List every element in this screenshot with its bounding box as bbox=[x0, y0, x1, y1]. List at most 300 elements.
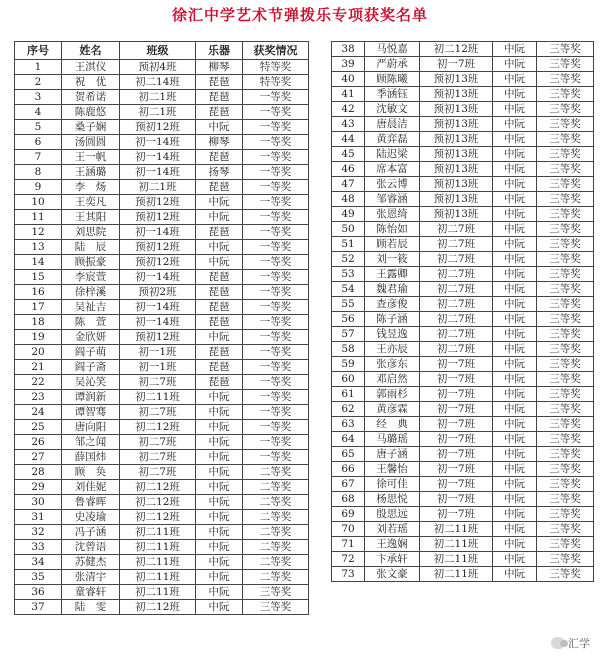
table-row bbox=[15, 210, 309, 225]
cell-number: 35 bbox=[15, 570, 62, 585]
cell-instrument: 琵琶 bbox=[196, 225, 243, 240]
table-row bbox=[15, 300, 309, 315]
table-row bbox=[332, 237, 594, 252]
cell-name: 顾 奂 bbox=[62, 465, 120, 480]
table-row bbox=[332, 387, 594, 402]
cell-award: 三等奖 bbox=[537, 102, 594, 117]
cell-award: 一等奖 bbox=[243, 390, 309, 405]
award-table-right bbox=[331, 41, 594, 582]
cell-class: 初一7班 bbox=[420, 57, 493, 72]
cell-instrument: 中阮 bbox=[196, 570, 243, 585]
table-row bbox=[332, 297, 594, 312]
table-row bbox=[332, 507, 594, 522]
cell-award: 二等奖 bbox=[243, 570, 309, 585]
table-row bbox=[332, 447, 594, 462]
table-row bbox=[15, 60, 309, 75]
cell-instrument: 中阮 bbox=[196, 405, 243, 420]
cell-number: 50 bbox=[332, 222, 365, 237]
cell-class: 初一7班 bbox=[420, 477, 493, 492]
cell-instrument: 中阮 bbox=[493, 552, 537, 567]
table-row bbox=[15, 195, 309, 210]
cell-number: 44 bbox=[332, 132, 365, 147]
cell-award: 三等奖 bbox=[243, 600, 309, 615]
cell-instrument: 琵琶 bbox=[196, 360, 243, 375]
cell-award: 三等奖 bbox=[537, 147, 594, 162]
cell-class: 预初13班 bbox=[420, 117, 493, 132]
cell-name: 张清宇 bbox=[62, 570, 120, 585]
cell-name: 李宸萱 bbox=[62, 270, 120, 285]
cell-name: 邹睿涵 bbox=[365, 192, 420, 207]
cell-class: 初二7班 bbox=[120, 465, 196, 480]
table-row bbox=[15, 90, 309, 105]
cell-instrument: 中阮 bbox=[493, 252, 537, 267]
table-row bbox=[15, 270, 309, 285]
cell-award: 二等奖 bbox=[243, 525, 309, 540]
cell-name: 谭智骞 bbox=[62, 405, 120, 420]
cell-number: 9 bbox=[15, 180, 62, 195]
cell-award: 三等奖 bbox=[537, 162, 594, 177]
cell-instrument: 柳琴 bbox=[196, 135, 243, 150]
cell-class: 初二14班 bbox=[120, 75, 196, 90]
cell-name: 沈敏文 bbox=[365, 102, 420, 117]
cell-instrument: 中阮 bbox=[493, 522, 537, 537]
cell-award: 三等奖 bbox=[537, 237, 594, 252]
cell-instrument: 中阮 bbox=[196, 255, 243, 270]
cell-instrument: 中阮 bbox=[493, 402, 537, 417]
cell-award: 三等奖 bbox=[537, 192, 594, 207]
cell-name: 顾振豪 bbox=[62, 255, 120, 270]
cell-name: 张云博 bbox=[365, 177, 420, 192]
cell-class: 初二7班 bbox=[420, 297, 493, 312]
cell-name: 黄弈磊 bbox=[365, 132, 420, 147]
cell-number: 22 bbox=[15, 375, 62, 390]
cell-name: 陆 雯 bbox=[62, 600, 120, 615]
cell-class: 初二7班 bbox=[420, 312, 493, 327]
cell-number: 56 bbox=[332, 312, 365, 327]
cell-name: 陆迟梁 bbox=[365, 147, 420, 162]
table-header-row bbox=[15, 42, 309, 60]
cell-class: 初二11班 bbox=[120, 555, 196, 570]
cell-award: 一等奖 bbox=[243, 360, 309, 375]
cell-number: 1 bbox=[15, 60, 62, 75]
table-row bbox=[15, 600, 309, 615]
cell-instrument: 柳琴 bbox=[196, 60, 243, 75]
cell-class: 预初13班 bbox=[420, 162, 493, 177]
cell-instrument: 琵琶 bbox=[196, 270, 243, 285]
cell-class: 初一7班 bbox=[420, 417, 493, 432]
cell-instrument: 中阮 bbox=[493, 57, 537, 72]
cell-number: 72 bbox=[332, 552, 365, 567]
cell-award: 三等奖 bbox=[537, 342, 594, 357]
cell-name: 苏健杰 bbox=[62, 555, 120, 570]
table-row bbox=[332, 87, 594, 102]
cell-class: 初二7班 bbox=[420, 237, 493, 252]
cell-class: 预初12班 bbox=[120, 120, 196, 135]
cell-award: 一等奖 bbox=[243, 255, 309, 270]
table-row bbox=[332, 252, 594, 267]
table-row bbox=[15, 315, 309, 330]
table-row bbox=[15, 120, 309, 135]
cell-name: 张文豪 bbox=[365, 567, 420, 582]
cell-award: 二等奖 bbox=[243, 510, 309, 525]
cell-award: 三等奖 bbox=[537, 537, 594, 552]
cell-name: 王亦辰 bbox=[365, 342, 420, 357]
cell-number: 4 bbox=[15, 105, 62, 120]
table-row bbox=[15, 240, 309, 255]
table-row bbox=[332, 102, 594, 117]
cell-award: 特等奖 bbox=[243, 60, 309, 75]
cell-class: 预初2班 bbox=[120, 285, 196, 300]
award-table-left bbox=[14, 41, 309, 615]
cell-instrument: 琵琶 bbox=[196, 345, 243, 360]
cell-class: 预初13班 bbox=[420, 207, 493, 222]
cell-class: 初一1班 bbox=[120, 360, 196, 375]
cell-number: 26 bbox=[15, 435, 62, 450]
cell-class: 预初4班 bbox=[120, 60, 196, 75]
cell-instrument: 中阮 bbox=[196, 420, 243, 435]
cell-name: 王涵璐 bbox=[62, 165, 120, 180]
cell-class: 预初13班 bbox=[420, 87, 493, 102]
cell-number: 70 bbox=[332, 522, 365, 537]
cell-number: 21 bbox=[15, 360, 62, 375]
cell-number: 66 bbox=[332, 462, 365, 477]
cell-award: 一等奖 bbox=[243, 195, 309, 210]
cell-number: 31 bbox=[15, 510, 62, 525]
cell-award: 三等奖 bbox=[537, 42, 594, 57]
cell-class: 初二1班 bbox=[120, 105, 196, 120]
cell-number: 58 bbox=[332, 342, 365, 357]
cell-number: 39 bbox=[332, 57, 365, 72]
cell-award: 三等奖 bbox=[537, 207, 594, 222]
cell-class: 预初13班 bbox=[420, 72, 493, 87]
table-row bbox=[332, 477, 594, 492]
cell-class: 初二7班 bbox=[120, 375, 196, 390]
cell-name: 经 典 bbox=[365, 417, 420, 432]
cell-number: 54 bbox=[332, 282, 365, 297]
cell-award: 三等奖 bbox=[243, 585, 309, 600]
table-row bbox=[332, 117, 594, 132]
cell-award: 一等奖 bbox=[243, 300, 309, 315]
cell-name: 邓启然 bbox=[365, 372, 420, 387]
table-row bbox=[15, 390, 309, 405]
cell-award: 三等奖 bbox=[537, 447, 594, 462]
cell-award: 三等奖 bbox=[537, 297, 594, 312]
cell-name: 王露卿 bbox=[365, 267, 420, 282]
table-row bbox=[15, 435, 309, 450]
cell-name: 刘佳妮 bbox=[62, 480, 120, 495]
cell-class: 初二7班 bbox=[120, 405, 196, 420]
table-row bbox=[15, 345, 309, 360]
cell-number: 61 bbox=[332, 387, 365, 402]
cell-name: 阎子斋 bbox=[62, 360, 120, 375]
cell-number: 20 bbox=[15, 345, 62, 360]
cell-instrument: 中阮 bbox=[493, 327, 537, 342]
cell-name: 钱昱逸 bbox=[365, 327, 420, 342]
cell-award: 三等奖 bbox=[537, 402, 594, 417]
cell-class: 初一7班 bbox=[420, 462, 493, 477]
cell-award: 三等奖 bbox=[537, 267, 594, 282]
cell-instrument: 中阮 bbox=[493, 42, 537, 57]
cell-instrument: 中阮 bbox=[196, 330, 243, 345]
cell-number: 28 bbox=[15, 465, 62, 480]
cell-award: 三等奖 bbox=[537, 552, 594, 567]
table-row bbox=[15, 225, 309, 240]
cell-number: 25 bbox=[15, 420, 62, 435]
cell-class: 初一7班 bbox=[420, 387, 493, 402]
table-row bbox=[15, 375, 309, 390]
cell-number: 12 bbox=[15, 225, 62, 240]
cell-class: 预初13班 bbox=[420, 102, 493, 117]
cell-instrument: 中阮 bbox=[493, 507, 537, 522]
table-row bbox=[15, 405, 309, 420]
cell-name: 刘思院 bbox=[62, 225, 120, 240]
cell-award: 一等奖 bbox=[243, 330, 309, 345]
cell-instrument: 琵琶 bbox=[196, 150, 243, 165]
cell-award: 一等奖 bbox=[243, 165, 309, 180]
cell-number: 34 bbox=[15, 555, 62, 570]
cell-number: 43 bbox=[332, 117, 365, 132]
cell-award: 三等奖 bbox=[537, 372, 594, 387]
cell-award: 三等奖 bbox=[537, 387, 594, 402]
cell-name: 王奕凡 bbox=[62, 195, 120, 210]
cell-award: 二等奖 bbox=[243, 540, 309, 555]
cell-instrument: 琵琶 bbox=[196, 300, 243, 315]
cell-number: 51 bbox=[332, 237, 365, 252]
table-row bbox=[15, 495, 309, 510]
table-body-left bbox=[15, 60, 309, 615]
cell-class: 初二11班 bbox=[120, 570, 196, 585]
table-row bbox=[332, 402, 594, 417]
table-row bbox=[15, 285, 309, 300]
cell-number: 17 bbox=[15, 300, 62, 315]
cell-name: 陆 辰 bbox=[62, 240, 120, 255]
cell-award: 二等奖 bbox=[243, 465, 309, 480]
cell-number: 23 bbox=[15, 390, 62, 405]
cell-instrument: 中阮 bbox=[493, 312, 537, 327]
cell-instrument: 中阮 bbox=[196, 525, 243, 540]
cell-name: 祝 优 bbox=[62, 75, 120, 90]
cell-award: 三等奖 bbox=[537, 117, 594, 132]
cell-award: 一等奖 bbox=[243, 135, 309, 150]
cell-instrument: 琵琶 bbox=[196, 180, 243, 195]
table-row bbox=[332, 537, 594, 552]
table-row bbox=[332, 432, 594, 447]
cell-name: 张彦东 bbox=[365, 357, 420, 372]
table-row bbox=[15, 150, 309, 165]
table-row bbox=[15, 480, 309, 495]
cell-name: 马悦嘉 bbox=[365, 42, 420, 57]
table-row bbox=[332, 372, 594, 387]
cell-class: 初一14班 bbox=[120, 165, 196, 180]
cell-name: 童睿轩 bbox=[62, 585, 120, 600]
cell-award: 一等奖 bbox=[243, 105, 309, 120]
cell-class: 初一7班 bbox=[420, 402, 493, 417]
table-row bbox=[15, 585, 309, 600]
cell-name: 阎子萌 bbox=[62, 345, 120, 360]
cell-class: 初一7班 bbox=[420, 492, 493, 507]
header-number: 序号 bbox=[15, 42, 62, 60]
cell-class: 初二7班 bbox=[420, 342, 493, 357]
cell-number: 64 bbox=[332, 432, 365, 447]
cell-class: 初一14班 bbox=[120, 270, 196, 285]
cell-award: 一等奖 bbox=[243, 180, 309, 195]
cell-class: 预初13班 bbox=[420, 147, 493, 162]
cell-class: 初二12班 bbox=[120, 480, 196, 495]
page-title: 徐汇中学艺术节弹拨乐专项获奖名单 bbox=[171, 6, 428, 24]
cell-instrument: 中阮 bbox=[493, 462, 537, 477]
cell-award: 一等奖 bbox=[243, 270, 309, 285]
cell-award: 一等奖 bbox=[243, 285, 309, 300]
cell-number: 52 bbox=[332, 252, 365, 267]
cell-number: 46 bbox=[332, 162, 365, 177]
cell-name: 鲁睿晖 bbox=[62, 495, 120, 510]
cell-number: 67 bbox=[332, 477, 365, 492]
table-row bbox=[332, 192, 594, 207]
cell-instrument: 中阮 bbox=[196, 210, 243, 225]
cell-award: 三等奖 bbox=[537, 522, 594, 537]
cell-number: 47 bbox=[332, 177, 365, 192]
table-row bbox=[15, 540, 309, 555]
cell-name: 王逸娴 bbox=[365, 537, 420, 552]
cell-number: 5 bbox=[15, 120, 62, 135]
table-row bbox=[332, 417, 594, 432]
table-body-right bbox=[332, 42, 594, 582]
cell-class: 初二11班 bbox=[420, 567, 493, 582]
cell-award: 一等奖 bbox=[243, 150, 309, 165]
cell-number: 59 bbox=[332, 357, 365, 372]
cell-award: 一等奖 bbox=[243, 435, 309, 450]
table-row bbox=[15, 360, 309, 375]
cell-award: 三等奖 bbox=[537, 567, 594, 582]
header-name: 姓名 bbox=[62, 42, 120, 60]
cell-name: 李 炀 bbox=[62, 180, 120, 195]
cell-class: 预初13班 bbox=[420, 132, 493, 147]
cell-name: 张恩绮 bbox=[365, 207, 420, 222]
cell-class: 初二12班 bbox=[120, 495, 196, 510]
cell-class: 初一14班 bbox=[120, 225, 196, 240]
cell-award: 一等奖 bbox=[243, 450, 309, 465]
cell-class: 初二7班 bbox=[420, 252, 493, 267]
cell-name: 王其阳 bbox=[62, 210, 120, 225]
cell-instrument: 中阮 bbox=[493, 192, 537, 207]
cell-number: 11 bbox=[15, 210, 62, 225]
cell-award: 三等奖 bbox=[537, 222, 594, 237]
cell-class: 初一7班 bbox=[420, 447, 493, 462]
cell-class: 预初12班 bbox=[120, 195, 196, 210]
cell-name: 王馨怡 bbox=[365, 462, 420, 477]
cell-name: 唐子涵 bbox=[365, 447, 420, 462]
table-row bbox=[332, 282, 594, 297]
cell-name: 徐梓溪 bbox=[62, 285, 120, 300]
cell-instrument: 中阮 bbox=[493, 147, 537, 162]
cell-instrument: 中阮 bbox=[196, 600, 243, 615]
cell-number: 45 bbox=[332, 147, 365, 162]
cell-instrument: 中阮 bbox=[493, 447, 537, 462]
cell-instrument: 中阮 bbox=[196, 495, 243, 510]
cell-number: 36 bbox=[15, 585, 62, 600]
cell-number: 3 bbox=[15, 90, 62, 105]
table-row bbox=[332, 267, 594, 282]
cell-instrument: 中阮 bbox=[493, 267, 537, 282]
table-row bbox=[15, 330, 309, 345]
cell-name: 陈鹿悠 bbox=[62, 105, 120, 120]
cell-instrument: 中阮 bbox=[196, 450, 243, 465]
header-instrument: 乐器 bbox=[196, 42, 243, 60]
cell-number: 8 bbox=[15, 165, 62, 180]
cell-award: 三等奖 bbox=[537, 252, 594, 267]
cell-class: 初二11班 bbox=[120, 585, 196, 600]
cell-name: 冯子涵 bbox=[62, 525, 120, 540]
cell-name: 黄彦霖 bbox=[365, 402, 420, 417]
table-row bbox=[332, 72, 594, 87]
cell-name: 顾陈曦 bbox=[365, 72, 420, 87]
cell-name: 唐晨洁 bbox=[365, 117, 420, 132]
cell-award: 三等奖 bbox=[537, 432, 594, 447]
cell-award: 三等奖 bbox=[537, 177, 594, 192]
cell-class: 预初12班 bbox=[120, 210, 196, 225]
cell-instrument: 琵琶 bbox=[196, 90, 243, 105]
cell-class: 初一1班 bbox=[120, 345, 196, 360]
cell-class: 初二7班 bbox=[120, 450, 196, 465]
cell-number: 40 bbox=[332, 72, 365, 87]
cell-award: 三等奖 bbox=[537, 417, 594, 432]
cell-name: 汤圆圆 bbox=[62, 135, 120, 150]
cell-class: 初二11班 bbox=[420, 537, 493, 552]
cell-number: 68 bbox=[332, 492, 365, 507]
cell-number: 62 bbox=[332, 402, 365, 417]
cell-award: 三等奖 bbox=[537, 57, 594, 72]
table-row bbox=[15, 105, 309, 120]
cell-instrument: 中阮 bbox=[493, 477, 537, 492]
watermark bbox=[551, 635, 590, 651]
cell-instrument: 中阮 bbox=[493, 417, 537, 432]
cell-name: 唐向阳 bbox=[62, 420, 120, 435]
cell-name: 顾若辰 bbox=[365, 237, 420, 252]
cell-number: 19 bbox=[15, 330, 62, 345]
cell-award: 三等奖 bbox=[537, 72, 594, 87]
cell-instrument: 中阮 bbox=[196, 120, 243, 135]
cell-class: 初二11班 bbox=[120, 525, 196, 540]
cell-name: 严蔚承 bbox=[365, 57, 420, 72]
cell-name: 王淇仪 bbox=[62, 60, 120, 75]
table-row bbox=[332, 552, 594, 567]
cell-award: 二等奖 bbox=[243, 555, 309, 570]
cell-name: 刘若瑶 bbox=[365, 522, 420, 537]
cell-instrument: 中阮 bbox=[196, 195, 243, 210]
cell-name: 吴祉吉 bbox=[62, 300, 120, 315]
cell-award: 二等奖 bbox=[243, 480, 309, 495]
cell-award: 三等奖 bbox=[537, 87, 594, 102]
cell-award: 一等奖 bbox=[243, 375, 309, 390]
cell-award: 一等奖 bbox=[243, 345, 309, 360]
cell-award: 三等奖 bbox=[537, 282, 594, 297]
cell-name: 郭雨杉 bbox=[365, 387, 420, 402]
cell-class: 初二11班 bbox=[420, 552, 493, 567]
cell-instrument: 中阮 bbox=[196, 480, 243, 495]
cell-instrument: 中阮 bbox=[493, 342, 537, 357]
cell-name: 杨思悦 bbox=[365, 492, 420, 507]
cell-name: 季涵钰 bbox=[365, 87, 420, 102]
cell-number: 53 bbox=[332, 267, 365, 282]
cell-class: 初一14班 bbox=[120, 315, 196, 330]
cell-number: 41 bbox=[332, 87, 365, 102]
cell-instrument: 中阮 bbox=[493, 357, 537, 372]
cell-instrument: 中阮 bbox=[196, 240, 243, 255]
cell-class: 初一14班 bbox=[120, 150, 196, 165]
header-award: 获奖情况 bbox=[243, 42, 309, 60]
cell-name: 殷思远 bbox=[365, 507, 420, 522]
cell-number: 14 bbox=[15, 255, 62, 270]
